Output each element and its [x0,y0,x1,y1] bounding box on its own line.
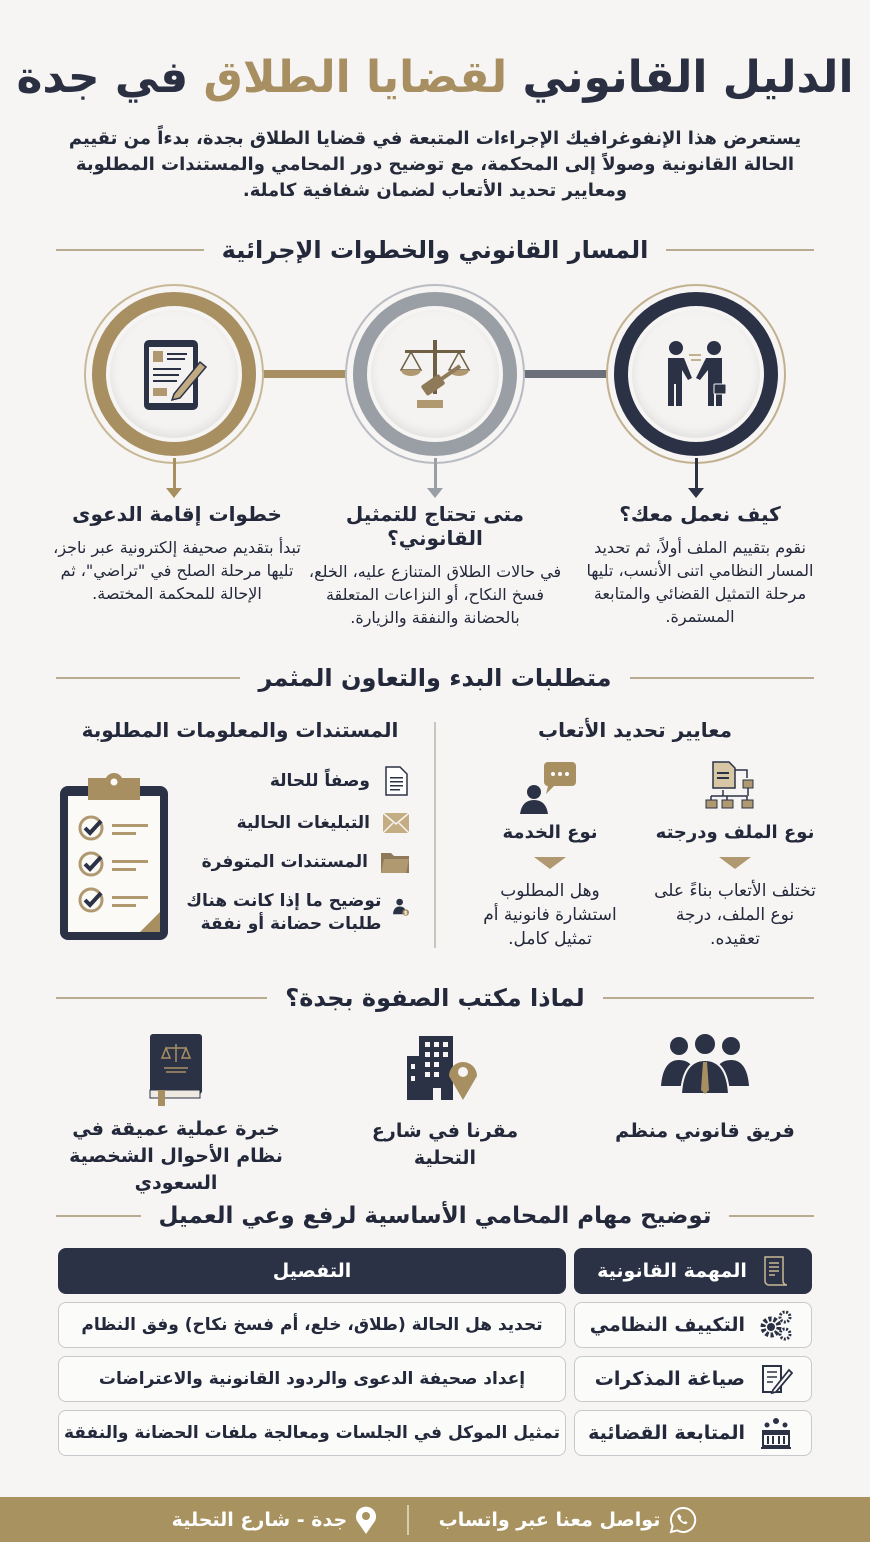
why-item-location [345,1032,545,1172]
why-label: خبرة عملية عميقة في نظام الأحوال الشخصية السعودي [69,1118,283,1194]
step-how-we-work [570,502,830,628]
document-item [170,850,410,874]
arrow-down-icon [688,458,704,498]
document-label: المستندات المتوفرة [201,852,368,872]
step-representation [305,502,565,629]
table-header-detail [58,1248,566,1294]
step-body: في حالات الطلاق المتنازع عليه، الخلع، فسخ النكاح، أو النزاعات المتعلقة بالحضانة والنفقة والزيارة. [308,562,562,627]
folder-icon [380,850,410,874]
location-link[interactable] [172,1505,377,1535]
section-heading-tasks [56,1203,814,1229]
divider [56,997,267,999]
triangle-down-icon [534,857,566,869]
document-item [170,890,410,936]
table-row-detail [58,1302,566,1348]
table-row-detail [58,1356,566,1402]
scales-gavel-icon [395,334,475,414]
fee-item-file-type [650,760,820,951]
connector-line [250,370,370,378]
location-label: جدة - شارع التحلية [171,1508,348,1531]
divider [630,677,814,679]
section-heading-why [56,984,814,1012]
intro-text: يستعرض هذا الإنفوغرافيك الإجراءات المتبعة في قضايا الطلاق بجدة، بدءاً من تقييم الحالة القانونية وصولاً إلى المحكمة، مع توضيح دور المحامي والمستندات المطلوبة ومعايير تحديد الأتعاب لضمان شفافية كاملة. [68,128,802,201]
file-hierarchy-icon [705,760,765,816]
connector-line [500,370,620,378]
step-title: كيف نعمل معك؟ [619,502,781,526]
column-divider [434,722,436,948]
footer-divider [407,1505,409,1535]
heading-text: لماذا مكتب الصفوة بجدة؟ [285,984,585,1012]
arrow-down-icon [427,458,443,498]
triangle-down-icon [719,857,751,869]
divider [56,1215,141,1217]
table-row-task [574,1410,812,1456]
document-item [170,766,410,796]
title-part-3: في جدة [16,52,189,103]
why-label: مقرنا في شارع التحلية [371,1120,519,1169]
header-label: المهمة القانونية [597,1260,747,1282]
task-label: صياغة المذكرات [594,1368,745,1390]
fee-body: وهل المطلوب استشارة فانونية أم تمثيل كامل. [483,881,617,949]
step-circle-representation [353,292,517,456]
table-row-task [574,1302,812,1348]
fee-label: نوع الخدمة [502,822,598,843]
why-label: فريق قانوني منظم [615,1120,795,1142]
table-row-task [574,1356,812,1402]
divider [56,677,240,679]
gears-icon [759,1309,793,1341]
why-item-team [610,1032,800,1145]
clipboard-checklist-icon [58,772,170,946]
divider [729,1215,814,1217]
document-label: توضيح ما إذا كانت هناك طلبات حضانة أو نفقة [186,891,382,934]
envelope-icon [382,812,410,834]
table-row-detail [58,1410,566,1456]
step-title: خطوات إقامة الدعوى [72,502,282,526]
task-label: المتابعة القضائية [588,1422,745,1444]
team-icon [657,1032,753,1096]
title-part-2: لقضايا الطلاق [203,52,508,103]
tablet-document-icon [134,334,214,414]
detail-text: تحديد هل الحالة (طلاق، خلع، أم فسخ نكاح) وفق النظام [81,1315,543,1335]
heading-text: المسار القانوني والخطوات الإجرائية [221,236,649,264]
whatsapp-link[interactable] [439,1505,699,1535]
documents-title: المستندات والمعلومات المطلوبة [81,718,399,742]
person-money-icon [393,890,410,924]
section-heading-requirements [56,664,814,692]
footer-bar [0,1497,870,1542]
document-item [170,812,410,834]
fee-item-service-type [470,760,630,951]
memo-pen-icon [759,1362,793,1396]
fee-label: نوع الملف ودرجته [655,822,815,843]
arrow-down-icon [166,458,182,498]
step-filing [52,502,302,605]
title-part-1: الدليل القانوني [522,52,854,103]
divider [603,997,814,999]
law-book-icon [146,1032,206,1106]
why-item-experience [56,1032,296,1197]
whatsapp-icon [668,1505,698,1535]
step-circle-how-we-work [614,292,778,456]
detail-text: تمثيل الموكل في الجلسات ومعالجة ملفات الحضانة والنفقة [63,1423,561,1443]
scroll-icon [759,1255,789,1287]
divider [666,249,814,251]
step-body: تبدأ بتقديم صحيفة إلكترونية عبر ناجز، تليها مرحلة الصلح في "تراضي"، ثم الإحالة للمحكمة المختصة. [53,538,301,603]
document-label: وصفاً للحالة [269,771,370,791]
step-circle-filing [92,292,256,456]
document-label: التبليغات الحالية [236,813,370,833]
heading-text: توضيح مهام المحامي الأساسية لرفع وعي العميل [158,1203,712,1229]
documents-list [170,766,410,936]
page-title [0,52,870,103]
fees-title: معايير تحديد الأتعاب [538,718,732,742]
handshake-icon [656,334,736,414]
header-label: التفصيل [272,1260,352,1282]
consultation-icon [520,760,580,816]
heading-text: متطلبات البدء والتعاون المثمر [258,664,612,692]
courthouse-icon [759,1416,793,1450]
section-heading-path [56,236,814,264]
divider [56,249,204,251]
table-header-task [574,1248,812,1294]
svg-text:$: $ [404,910,408,917]
whatsapp-label: تواصل معنا عبر واتساب [438,1508,661,1531]
document-icon [382,766,410,796]
fee-body: تختلف الأتعاب بناءً على نوع الملف، درجة تعقيده. [654,881,816,949]
step-title: متى تحتاج للتمثيل القانوني؟ [345,502,525,550]
detail-text: إعداد صحيفة الدعوى والردود القانونية والاعتراضات [98,1369,526,1389]
task-label: التكييف النظامي [589,1314,745,1336]
step-body: نقوم بتقييم الملف أولاً، ثم تحديد المسار النظامي اتنى الأنسب، تليها مرحلة التمثيل القضائي والمتابعة المستمرة. [586,538,814,626]
building-location-icon [405,1032,485,1102]
location-pin-icon [355,1505,377,1535]
